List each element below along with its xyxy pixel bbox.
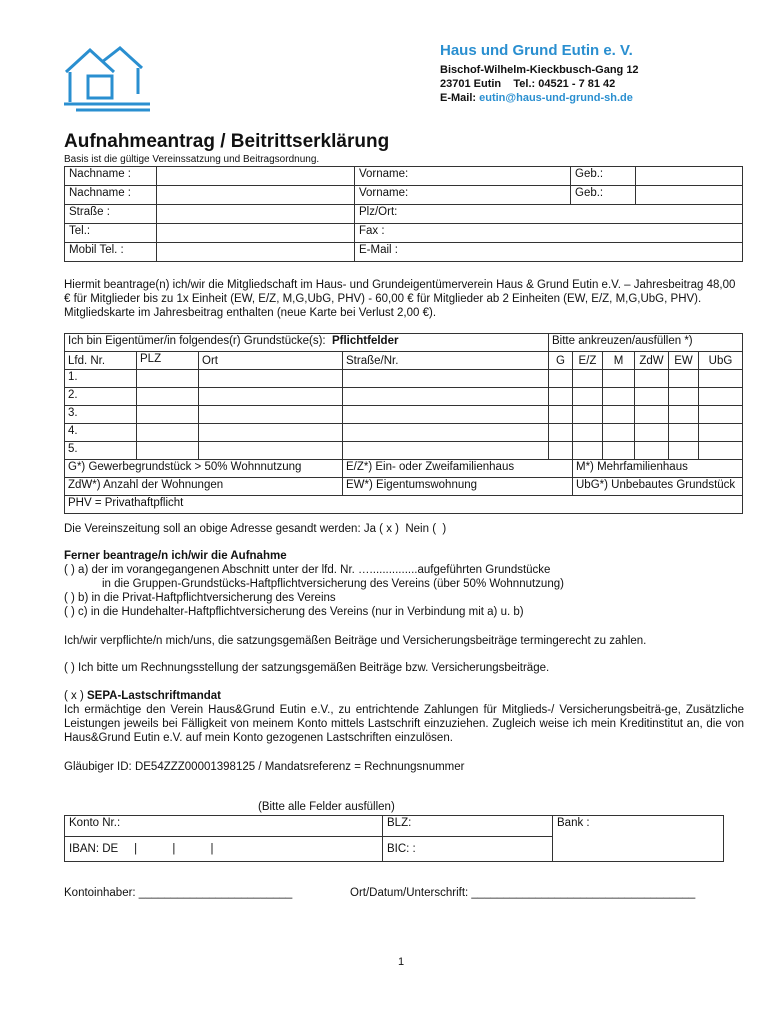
insurance-heading: Ferner beantrage/n ich/wir die Aufnahme [64, 550, 287, 562]
property-heading [65, 334, 549, 352]
cell-plz[interactable] [137, 406, 199, 424]
col-ort: Ort [199, 352, 343, 370]
fax-label[interactable]: Fax : [355, 224, 743, 243]
birthdate-field-2[interactable] [636, 186, 743, 205]
cell-ort[interactable] [199, 424, 343, 442]
cell-ubg[interactable] [699, 388, 743, 406]
cell-ez[interactable] [573, 442, 603, 460]
col-type-ubg: UbG [699, 352, 743, 370]
col-street: Straße/Nr. [343, 352, 549, 370]
cell-plz[interactable] [137, 388, 199, 406]
cell-m[interactable] [603, 388, 635, 406]
sepa-heading-line [64, 689, 744, 703]
legend-row [65, 460, 743, 478]
cell-g[interactable] [549, 424, 573, 442]
org-city-phone: 23701 Eutin Tel.: 04521 - 7 81 42 [440, 78, 616, 90]
table-row [65, 370, 743, 388]
cell-ubg[interactable] [699, 424, 743, 442]
email-field-label[interactable]: E-Mail : [355, 243, 743, 262]
col-type-m: M [603, 352, 635, 370]
cell-ort[interactable] [199, 370, 343, 388]
property-table [64, 333, 743, 514]
mobile-label: Mobil Tel. : [65, 243, 157, 262]
payment-obligation: Ich/wir verpflichte/n mich/uns, die satzungsgemäßen Beiträge und Versicherungsbeiträge termingerecht zu zahlen. [64, 635, 647, 647]
legend-phv: PHV = Privathaftpflicht [65, 496, 743, 514]
cell-zdw[interactable] [635, 370, 669, 388]
sepa-text: Ich ermächtige den Verein Haus&Grund Eutin e.V., zu entrichtende Zahlungen für Mitglieds-/ Versicherungsbeiträ-ge, Zusätzliche Leistungen jeweils bei Fälligkeit von meinem Konto mittels Lastschrift einzuziehen. Zugleich weise ich mein Kreditinstitut an, die von Haus&Grund Eutin e.V. auf mein Konto gezogenen Lastschriften einzulösen. [64, 704, 744, 744]
sepa-heading: SEPA-Lastschriftmandat [87, 690, 221, 702]
cell-street[interactable] [343, 424, 549, 442]
firstname-label: Vorname: [355, 186, 571, 205]
cell-ez[interactable] [573, 370, 603, 388]
required-fields-label: Pflichtfelder [331, 335, 399, 347]
cell-ez[interactable] [573, 388, 603, 406]
cell-plz[interactable] [137, 424, 199, 442]
birthdate-label: Geb.: [571, 186, 636, 205]
cell-street[interactable] [343, 388, 549, 406]
table-row [65, 424, 743, 442]
legend-m: M*) Mehrfamilienhaus [573, 460, 743, 478]
table-row [65, 205, 743, 224]
cell-plz[interactable] [137, 370, 199, 388]
legend-g: G*) Gewerbegrundstück > 50% Wohnnutzung [65, 460, 343, 478]
cell-g[interactable] [549, 370, 573, 388]
col-type-ew: EW [669, 352, 699, 370]
cell-ubg[interactable] [699, 406, 743, 424]
org-address [440, 63, 639, 105]
legend-ez: E/Z*) Ein- oder Zweifamilienhaus [343, 460, 573, 478]
account-number-field[interactable]: Konto Nr.: [65, 816, 383, 837]
mobile-field[interactable] [157, 243, 355, 262]
signature-line[interactable]: Ort/Datum/Unterschrift: ___________________________________ [350, 887, 696, 899]
table-row [65, 442, 743, 460]
phone-field[interactable] [157, 224, 355, 243]
legend-row [65, 496, 743, 514]
table-row [65, 406, 743, 424]
account-holder-line[interactable]: Kontoinhaber: ________________________ [64, 887, 293, 899]
lastname-field-1[interactable] [157, 167, 355, 186]
col-plz: PLZ [137, 352, 199, 370]
table-header-row [65, 352, 743, 370]
page-subtitle: Basis ist die gültige Vereinssatzung und Beitragsordnung. [64, 154, 320, 165]
table-row [65, 243, 743, 262]
zip-city-label[interactable]: Plz/Ort: [355, 205, 743, 224]
table-row [65, 186, 743, 205]
cell-ew[interactable] [669, 406, 699, 424]
cell-m[interactable] [603, 424, 635, 442]
cell-ew[interactable] [669, 388, 699, 406]
col-type-ez: E/Z [573, 352, 603, 370]
cell-ort[interactable] [199, 388, 343, 406]
check-hint: Bitte ankreuzen/ausfüllen *) [549, 334, 743, 352]
page-number: 1 [398, 956, 405, 968]
email-label: E-Mail: [440, 92, 480, 104]
table-row [65, 388, 743, 406]
personal-data-table [64, 166, 743, 262]
col-lfd: Lfd. Nr. [65, 352, 137, 370]
cell-street[interactable] [343, 406, 549, 424]
cell-g[interactable] [549, 388, 573, 406]
legend-zdw: ZdW*) Anzahl der Wohnungen [65, 478, 343, 496]
lastname-field-2[interactable] [157, 186, 355, 205]
bank-table [64, 815, 724, 862]
bic-field[interactable]: BIC: : [383, 837, 553, 862]
firstname-label: Vorname: [355, 167, 571, 186]
cell-street[interactable] [343, 370, 549, 388]
bank-hint: (Bitte alle Felder ausfüllen) [258, 801, 395, 813]
cell-ew[interactable] [669, 442, 699, 460]
org-street: Bischof-Wilhelm-Kieckbusch-Gang 12 [440, 64, 639, 76]
cell-zdw[interactable] [635, 442, 669, 460]
cell-g[interactable] [549, 442, 573, 460]
cell-ew[interactable] [669, 370, 699, 388]
cell-ort[interactable] [199, 442, 343, 460]
creditor-id: Gläubiger ID: DE54ZZZ00001398125 / Mandatsreferenz = Rechnungsnummer [64, 761, 465, 773]
cell-plz[interactable] [137, 442, 199, 460]
table-row [65, 224, 743, 243]
birthdate-label: Geb.: [571, 167, 636, 186]
cell-g[interactable] [549, 406, 573, 424]
row-number: 3. [65, 406, 137, 424]
property-heading-text: Ich bin Eigentümer/in folgendes(r) Grundstücke(s): [68, 335, 326, 347]
cell-zdw[interactable] [635, 406, 669, 424]
house-logo-icon [62, 42, 152, 114]
street-label: Straße : [65, 205, 157, 224]
legend-ew: EW*) Eigentumswohnung [343, 478, 573, 496]
org-name: Haus und Grund Eutin e. V. [440, 42, 633, 59]
page-title: Aufnahmeantrag / Beitrittserklärung [64, 131, 390, 152]
bank-name-field[interactable]: Bank : [553, 816, 724, 862]
table-header-row [65, 334, 743, 352]
row-number: 2. [65, 388, 137, 406]
cell-zdw[interactable] [635, 424, 669, 442]
phone-label: Tel.: [65, 224, 157, 243]
org-email[interactable]: eutin@haus-und-grund-sh.de [479, 92, 633, 104]
iban-field[interactable]: IBAN: DE | | | [65, 837, 383, 862]
cell-ez[interactable] [573, 406, 603, 424]
option-b[interactable]: ( ) b) in die Privat-Haftpflichtversicherung des Vereins [64, 592, 336, 604]
cell-ubg[interactable] [699, 442, 743, 460]
row-number: 5. [65, 442, 137, 460]
cell-ort[interactable] [199, 406, 343, 424]
lastname-label: Nachname : [65, 186, 157, 205]
legend-ubg: UbG*) Unbebautes Grundstück [573, 478, 743, 496]
sepa-checkbox[interactable]: ( x ) [64, 690, 87, 702]
option-a-detail: in die Gruppen-Grundstücks-Haftpflichtversicherung des Vereins (über 50% Wohnnutzung) [102, 578, 564, 590]
cell-m[interactable] [603, 370, 635, 388]
cell-street[interactable] [343, 442, 549, 460]
cell-zdw[interactable] [635, 388, 669, 406]
option-a[interactable]: ( ) a) der im vorangegangenen Abschnitt unter der lfd. Nr. …...............aufgeführten Grundstücke [64, 564, 551, 576]
membership-text: Hiermit beantrage(n) ich/wir die Mitgliedschaft im Haus- und Grundeigentümerverein Haus & Grund Eutin e.V. – Jahresbeitrag 48,00 € für Mitglieder bis zu 1x Einheit (EW, E/Z, M,G,UbG, PHV) - 60,00 € für Mitglieder ab 2 Einheiten (EW, E/Z, M,G,UbG, PHV). Mitgliedskarte im Jahresbeitrag enthalten (neue Karte bei Verlust 2,00 €). [64, 279, 736, 319]
row-number: 1. [65, 370, 137, 388]
street-field[interactable] [157, 205, 355, 224]
table-row [65, 816, 724, 837]
cell-ew[interactable] [669, 424, 699, 442]
org-email-line [440, 91, 639, 105]
row-number: 4. [65, 424, 137, 442]
birthdate-field-1[interactable] [636, 167, 743, 186]
cell-m[interactable] [603, 442, 635, 460]
col-type-g: G [549, 352, 573, 370]
legend-row [65, 478, 743, 496]
cell-m[interactable] [603, 406, 635, 424]
newsletter-address-line[interactable]: Die Vereinszeitung soll an obige Adresse gesandt werden: Ja ( x ) Nein ( ) [64, 523, 447, 535]
cell-ubg[interactable] [699, 370, 743, 388]
cell-ez[interactable] [573, 424, 603, 442]
invoice-option[interactable]: ( ) Ich bitte um Rechnungsstellung der satzungsgemäßen Beiträge bzw. Versicherungsbeiträge. [64, 662, 550, 674]
blz-field[interactable]: BLZ: [383, 816, 553, 837]
option-c[interactable]: ( ) c) in die Hundehalter-Haftpflichtversicherung des Vereins (nur in Verbindung mit a) u. b) [64, 606, 524, 618]
lastname-label: Nachname : [65, 167, 157, 186]
col-type-zdw: ZdW [635, 352, 669, 370]
table-row [65, 167, 743, 186]
